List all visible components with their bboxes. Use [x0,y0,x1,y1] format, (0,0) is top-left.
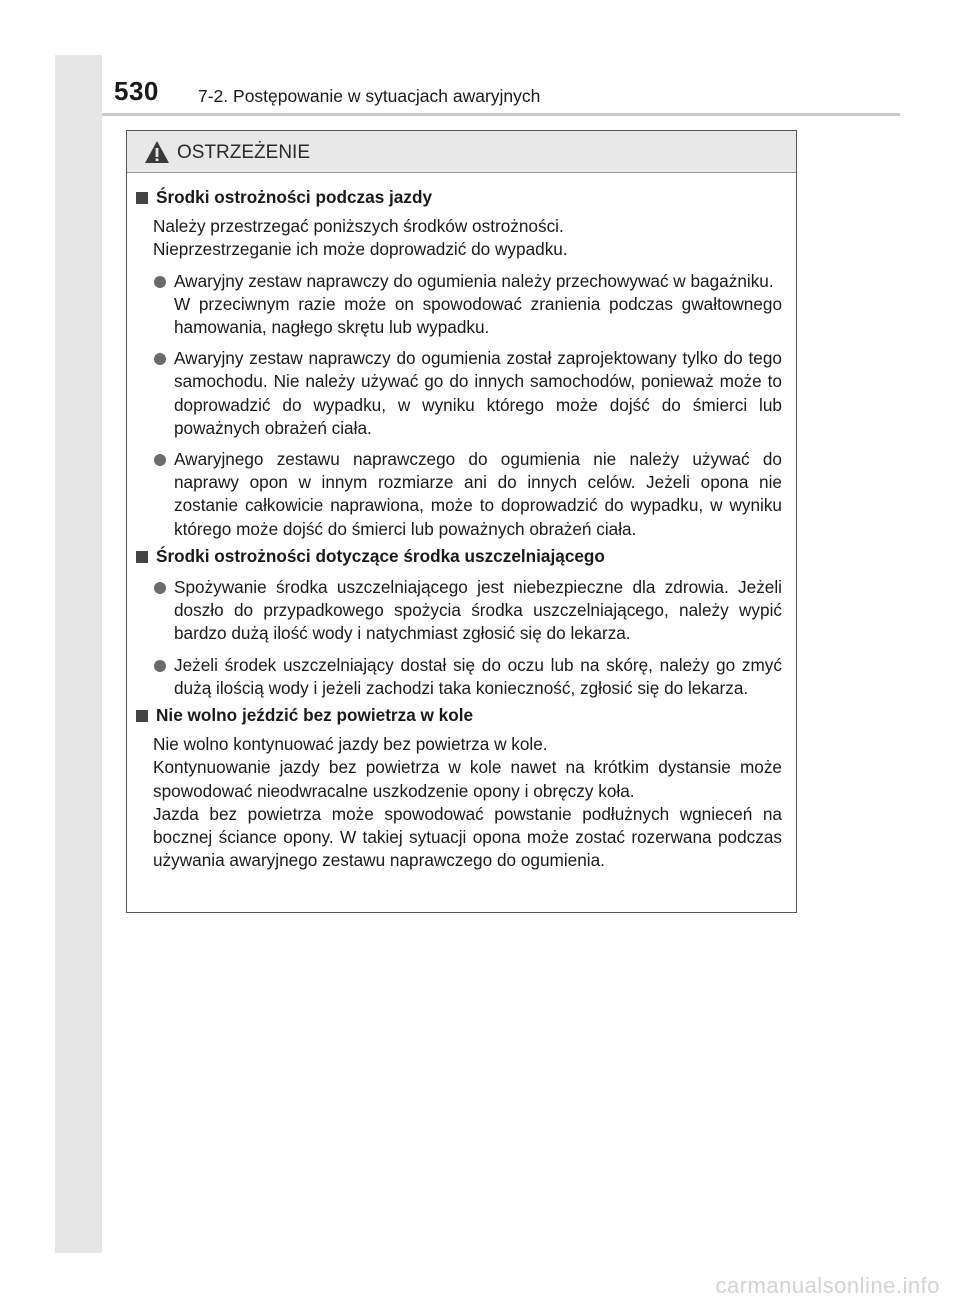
circle-bullet-icon [154,454,166,466]
list-item-line: W przeciwnym razie może on spowodować zranienia podczas gwałtownego hamowania, nagłego skrętu lub wypadku. [174,293,782,338]
chapter-title: 7-2. Postępowanie w sytuacjach awaryjnych [198,86,541,106]
paragraph-line: Jazda bez powietrza może spowodować powstanie podłużnych wgnieceń na bocznej ściance opony. W takiej sytuacji opona może zostać rozerwana podczas używania awaryjnego zestawu naprawczego do ogumienia. [153,803,782,871]
square-bullet-icon [136,710,148,722]
circle-bullet-icon [154,276,166,288]
warning-box [126,130,797,913]
list-item [135,347,782,440]
page-number: 530 [114,76,159,106]
section-heading-text: Środki ostrożności dotyczące środka uszczelniającego [156,545,605,566]
list-item-text: Awaryjny zestaw naprawczy do ogumienia został zaprojektowany tylko do tego samochodu. Nie należy używać go do innych samochodów, ponieważ może to doprowadzić do wypadku, w wyniku którego może dojść do śmierci lub poważnych obrażeń ciała. [174,348,782,438]
list-item-text: Awaryjnego zestawu naprawczego do ogumienia nie należy używać do naprawy opon w innym rozmiarze ani do innych celów. Jeżeli opona nie zostanie całkowicie naprawiona, może to doprowadzić do wypadku, w wyniku którego może dojść do śmierci lub poważnych obrażeń ciała. [174,449,782,539]
watermark: carmanualsonline.info [715,1273,940,1298]
header-divider [102,113,900,116]
paragraph-line: Kontynuowanie jazdy bez powietrza w kole nawet na krótkim dystansie może spowodować nieodwracalne uszkodzenie opony i obręczy koła. [153,757,782,801]
warning-triangle-icon [144,140,170,164]
list-item [135,270,782,340]
paragraph-line: Należy przestrzegać poniższych środków ostrożności. [153,216,564,237]
circle-bullet-icon [154,660,166,672]
list-item-text: Spożywanie środka uszczelniającego jest niebezpieczne dla zdrowia. Jeżeli doszło do przypadkowego spożycia środka uszczelniającego, należy wypić bardzo dużą ilość wody i natychmiast zgłosić się do lekarza. [174,577,782,644]
list-item [135,448,782,541]
warning-header [127,131,796,173]
list-item-text [174,270,782,340]
paragraph-line: Nie wolno kontynuować jazdy bez powietrza w kole. [153,734,548,755]
list-item-line: Awaryjny zestaw naprawczy do ogumienia należy przechowywać w bagażniku. [174,270,774,291]
side-margin-band [55,55,102,1253]
square-bullet-icon [136,551,148,563]
section-heading [135,545,782,568]
list-item-text: Jeżeli środek uszczelniający dostał się do oczu lub na skórę, należy go zmyć dużą ilością wody i jeżeli zachodzi taka konieczność, zgłosić się do lekarza. [174,654,782,698]
paragraph [135,733,782,872]
list-item [135,576,782,646]
warning-title: OSTRZEŻENIE [177,142,311,163]
list-item [135,654,782,700]
page-header [0,0,960,120]
paragraph-line: Nieprzestrzeganie ich może doprowadzić do wypadku. [153,239,568,260]
section-heading-text: Środki ostrożności podczas jazdy [156,187,433,207]
paragraph [135,215,782,261]
circle-bullet-icon [154,582,166,594]
circle-bullet-icon [154,353,166,365]
section-heading [135,186,782,209]
square-bullet-icon [136,192,148,204]
warning-body [127,173,796,872]
section-heading-text: Nie wolno jeździć bez powietrza w kole [156,705,474,726]
section-heading [135,704,782,727]
